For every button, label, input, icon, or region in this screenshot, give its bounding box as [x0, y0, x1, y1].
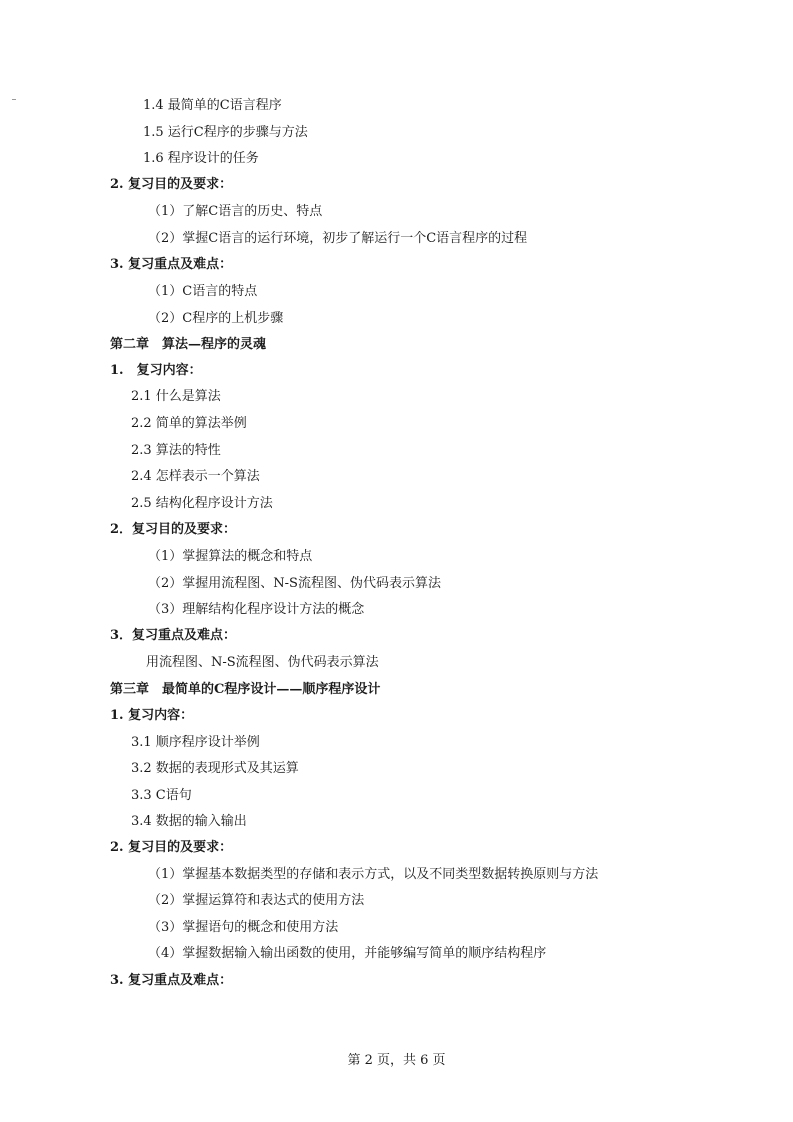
goal-item-2: （2）掌握运算符和表达式的使用方法: [148, 893, 365, 908]
chapter-2-title: 第二章 算法—程序的灵魂: [110, 337, 267, 352]
heading-review-goals: 2. 复习目的及要求：: [110, 840, 233, 855]
heading-review-content: 1. 复习内容：: [110, 363, 202, 378]
heading-review-goals: 2．复习目的及要求：: [110, 522, 237, 537]
heading-key-points: 3. 复习重点及难点：: [110, 257, 233, 272]
goal-item-3: （3）理解结构化程序设计方法的概念: [148, 602, 365, 617]
goal-item-2: （2）掌握C语言的运行环境，初步了解运行一个C语言程序的过程: [148, 231, 528, 246]
key-point-2: （2）C程序的上机步骤: [148, 311, 284, 326]
section-item-3-4: 3.4 数据的输入输出: [131, 814, 247, 829]
section-item-2-5: 2.5 结构化程序设计方法: [131, 496, 273, 511]
section-item-2-1: 2.1 什么是算法: [131, 389, 221, 404]
section-item-3-3: 3.3 C语句: [131, 788, 192, 803]
page-number-footer: 第 2 页，共 6 页: [347, 1053, 446, 1068]
section-item-1-4: 1.4 最简单的C语言程序: [143, 98, 282, 113]
goal-item-3: （3）掌握语句的概念和使用方法: [148, 920, 339, 935]
section-item-1-6: 1.6 程序设计的任务: [143, 151, 259, 166]
section-item-3-1: 3.1 顺序程序设计举例: [131, 735, 260, 750]
heading-review-goals: 2. 复习目的及要求：: [110, 177, 233, 192]
scan-speck: [12, 99, 16, 100]
heading-key-points: 3. 复习重点及难点：: [110, 973, 233, 988]
section-item-2-3: 2.3 算法的特性: [131, 443, 221, 458]
key-point-text: 用流程图、N-S流程图、伪代码表示算法: [146, 655, 379, 670]
goal-item-2: （2）掌握用流程图、N-S流程图、伪代码表示算法: [148, 576, 441, 591]
goal-item-1: （1）了解C语言的历史、特点: [148, 204, 323, 219]
heading-key-points: 3．复习重点及难点：: [110, 628, 237, 643]
section-item-2-4: 2.4 怎样表示一个算法: [131, 469, 260, 484]
section-item-2-2: 2.2 简单的算法举例: [131, 416, 247, 431]
chapter-3-title: 第三章 最简单的C程序设计——顺序程序设计: [110, 682, 381, 697]
goal-item-4: （4）掌握数据输入输出函数的使用，并能够编写简单的顺序结构程序: [148, 946, 547, 961]
goal-item-1: （1）掌握基本数据类型的存储和表示方式，以及不同类型数据转换原则与方法: [148, 867, 599, 882]
key-point-1: （1）C语言的特点: [148, 284, 258, 299]
heading-review-content: 1. 复习内容：: [110, 708, 194, 723]
goal-item-1: （1）掌握算法的概念和特点: [148, 549, 313, 564]
section-item-1-5: 1.5 运行C程序的步骤与方法: [143, 125, 308, 140]
section-item-3-2: 3.2 数据的表现形式及其运算: [131, 761, 299, 776]
